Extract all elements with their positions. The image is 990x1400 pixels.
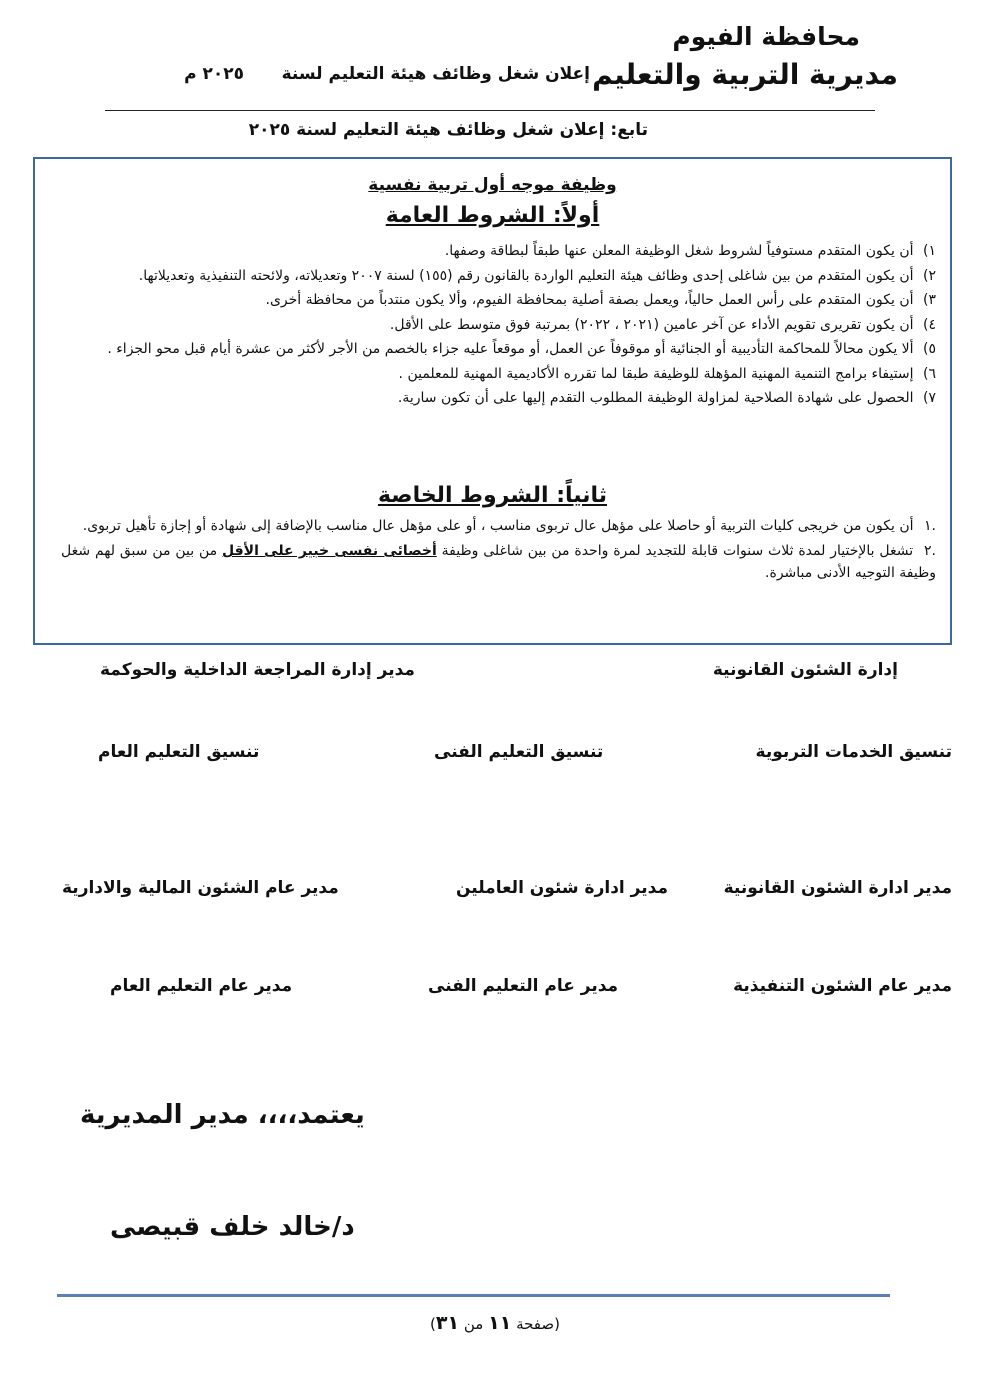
header-year: ٢٠٢٥ م	[184, 64, 244, 84]
sig-internal-audit-director: مدير إدارة المراجعة الداخلية والحوكمة	[100, 660, 415, 680]
sig-personnel-director: مدير ادارة شئون العاملين	[456, 878, 668, 898]
sig-legal-affairs-dept: إدارة الشئون القانونية	[712, 660, 898, 680]
general-condition-item: ٦) إستيفاء برامج التنمية المهنية المؤهلة للوظيفة طبقا لما تقرره الأكاديمية المهنية للمعلمين .	[398, 365, 936, 382]
continuation-title: تابع: إعلان شغل وظائف هيئة التعليم لسنة ٢٠٢٥	[248, 120, 648, 140]
footer-divider	[57, 1294, 890, 1297]
approval-line: يعتمد،،،، مدير المديرية	[80, 1100, 365, 1130]
sig-technical-education-gm: مدير عام التعليم الفنى	[428, 976, 619, 996]
general-conditions-list	[61, 241, 936, 413]
sig-executive-affairs-gm: مدير عام الشئون التنفيذية	[733, 976, 952, 996]
special-conditions-list	[61, 515, 936, 587]
sig-legal-affairs-director: مدير ادارة الشئون القانونية	[723, 878, 952, 898]
general-conditions-heading: أولاً: الشروط العامة	[385, 203, 600, 228]
general-condition-item: ٥) ألا يكون محالاً للمحاكمة التأديبية أو الجنائية أو موقوفاً عن العمل، أو موقعاً عليه جزاء بالخصم من الأجر لأكثر من عشرة أيام قبل محو الجزاء .	[107, 341, 936, 357]
emphasis-qualification: أخصائى نفسى خبير على الأقل	[222, 543, 437, 559]
special-condition-item: .١ أن يكون من خريجى كليات التربية أو حاصلا على مؤهل عال تربوى مناسب ، أو على مؤهل عال مناسب بالإضافة إلى شهادة أو إجازة تأهيل تربوى.	[82, 518, 936, 534]
governorate-title: محافظة الفيوم	[672, 22, 860, 51]
header-divider	[105, 110, 875, 111]
sig-general-education-gm: مدير عام التعليم العام	[110, 976, 293, 996]
job-title: وظيفة موجه أول تربية نفسية	[368, 175, 617, 195]
sig-finance-admin-gm: مدير عام الشئون المالية والادارية	[62, 878, 339, 898]
page-number: (صفحة ١١ من ٣١)	[430, 1312, 560, 1334]
sig-general-education-coord: تنسيق التعليم العام	[98, 742, 260, 762]
special-conditions-heading: ثانياً: الشروط الخاصة	[377, 483, 608, 508]
general-condition-item: ٢) أن يكون المتقدم من بين شاغلى إحدى وظائف هيئة التعليم الواردة بالقانون رقم (١٥٥) لسنة ٢٠٠٧ وتعديلاته، ولائحته التنفيذية وتعديلاتها.	[138, 267, 936, 284]
header-announcement: إعلان شغل وظائف هيئة التعليم لسنة	[281, 64, 590, 84]
conditions-box	[33, 157, 952, 645]
directorate-director-name: د/خالد خلف قبيصى	[110, 1212, 355, 1242]
general-condition-item: ٧) الحصول على شهادة الصلاحية لمزاولة الوظيفة المطلوب التقدم إليها على أن تكون سارية.	[397, 390, 936, 406]
sig-educational-services: تنسيق الخدمات التربوية	[755, 742, 952, 762]
general-condition-item: ٣) أن يكون المتقدم على رأس العمل حالياً، ويعمل بصفة أصلية بمحافظة الفيوم، وألا يكون منتدباً من محافظة أخرى.	[265, 292, 936, 308]
general-condition-item: ١) أن يكون المتقدم مستوفياً لشروط شغل الوظيفة المعلن عنها طبقاً لبطاقة وصفها.	[444, 243, 936, 259]
directorate-title: مديرية التربية والتعليم	[592, 58, 898, 91]
special-condition-item: .٢ تشغل بالإختيار لمدة ثلاث سنوات قابلة للتجديد لمرة واحدة من بين شاغلى وظيفة أخصائى نفسى خبير على الأقل من بين من سبق لهم شغل وظيفة التوجيه الأدنى مباشرة.	[61, 543, 936, 581]
sig-technical-education-coord: تنسيق التعليم الفنى	[434, 742, 604, 762]
general-condition-item: ٤) أن يكون تقريرى تقويم الأداء عن آخر عامين (٢٠٢١ ، ٢٠٢٢) بمرتبة فوق متوسط على الأقل.	[389, 316, 936, 333]
